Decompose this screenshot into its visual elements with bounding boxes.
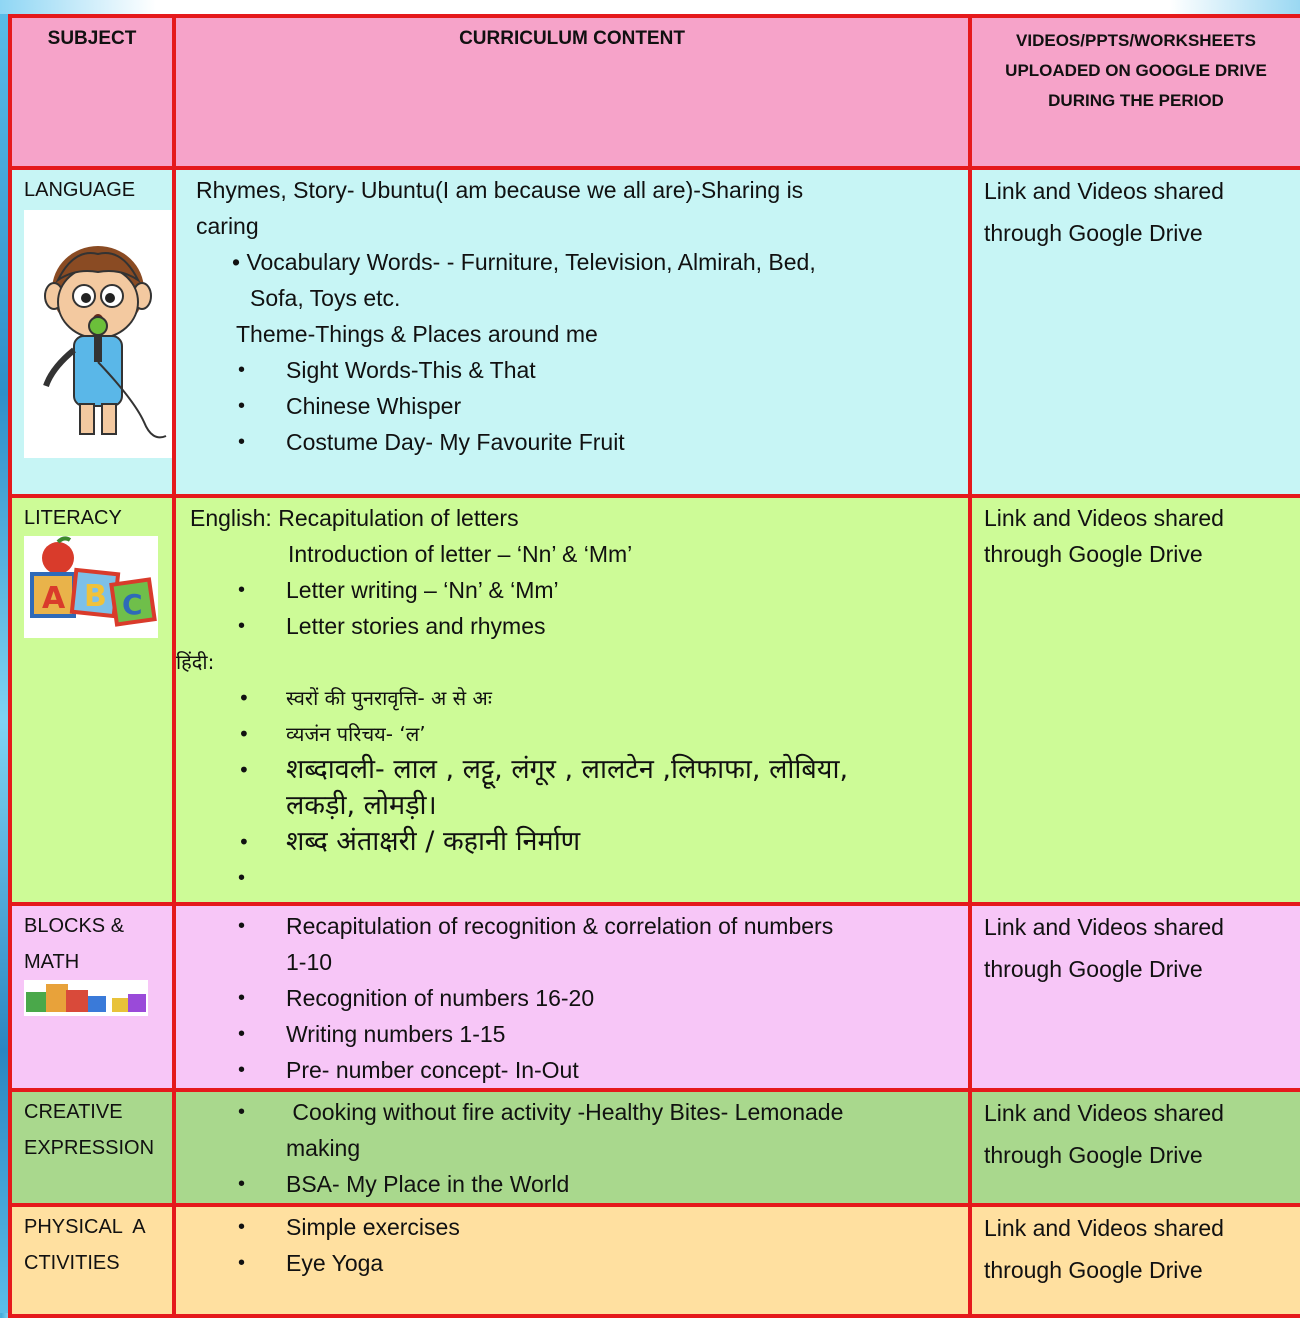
physical-list-item: • Simple exercises — [176, 1209, 968, 1245]
creative-subject-label-line-2: EXPRESSION — [24, 1137, 155, 1159]
math-content-cell — [174, 904, 970, 1090]
literacy-empty-list-item — [176, 860, 968, 896]
creative-row — [10, 1090, 1300, 1205]
svg-text:C: C — [122, 588, 143, 621]
language-list-item: • Chinese Whisper — [176, 388, 968, 424]
literacy-subject-cell — [10, 496, 174, 904]
math-row — [10, 904, 1300, 1090]
literacy-list-item: • स्वरों की पुनरावृत्ति- अ से अः — [176, 680, 968, 716]
math-line-b: 1-10 — [286, 949, 333, 975]
creative-list-item: • BSA- My Place in the World — [176, 1166, 968, 1202]
literacy-list-item: • शब्दावली- लाल , लट्टू, लंगूर , लालटेन ,लिफाफा, लोबिया, — [176, 752, 968, 788]
shared-text-line-2: through Google Drive — [984, 1142, 1203, 1168]
curriculum-content-header: CURRICULUM CONTENT — [174, 16, 970, 168]
literacy-list-item: • शब्द अंताक्षरी / कहानी निर्माण — [176, 824, 968, 860]
subject-header: SUBJECT — [10, 16, 174, 168]
creative-list-item: • Cooking without fire activity -Healthy Bites- Lemonade — [176, 1094, 968, 1130]
physical-subject-label-line-2: CTIVITIES — [24, 1252, 120, 1274]
math-shared-cell — [970, 904, 1300, 1090]
literacy-list-item: • व्यजंन परिचय- ‘ल’ — [176, 716, 968, 752]
language-shared-cell — [970, 168, 1300, 496]
language-line-b: caring — [196, 213, 259, 239]
math-list-item: • Recapitulation of recognition & correlation of numbers — [176, 908, 968, 944]
creative-subject-label-line-1: CREATIVE — [24, 1101, 123, 1123]
language-line-d: Sofa, Toys etc. — [250, 285, 401, 311]
literacy-line-b: Introduction of letter – ‘Nn’ & ‘Mm’ — [288, 541, 633, 567]
literacy-line-a: English: Recapitulation of letters — [190, 505, 519, 531]
math-subject-cell — [10, 904, 174, 1090]
header-row — [10, 16, 1300, 168]
resources-header-line-1: VIDEOS/PPTS/WORKSHEETS — [1016, 31, 1256, 50]
shared-text-line-1: Link and Videos shared — [984, 914, 1224, 940]
physical-row — [10, 1205, 1300, 1316]
math-subject-label-line-2: MATH — [24, 951, 80, 973]
language-row — [10, 168, 1300, 496]
language-list-item: • Sight Words-This & That — [176, 352, 968, 388]
svg-text:B: B — [84, 579, 107, 614]
resources-header — [970, 16, 1300, 168]
language-line-e: Theme-Things & Places around me — [236, 321, 598, 347]
literacy-line-i: लकड़ी, लोमड़ी। — [286, 790, 437, 821]
physical-subject-label-line-1: PHYSICAL A — [24, 1216, 146, 1238]
svg-text:A: A — [42, 581, 66, 616]
shared-text-line-2: through Google Drive — [984, 956, 1203, 982]
shared-text-line-2: through Google Drive — [984, 1257, 1203, 1283]
language-list-item: • Costume Day- My Favourite Fruit — [176, 424, 968, 460]
math-list-item: • Pre- number concept- In-Out — [176, 1052, 968, 1088]
literacy-hindi-label: हिंदी: — [176, 650, 215, 674]
curriculum-table — [8, 14, 1300, 1318]
literacy-subject-label: LITERACY — [24, 507, 122, 529]
shared-text-line-2: through Google Drive — [984, 541, 1203, 567]
cartoon-boy-image — [24, 210, 172, 458]
creative-shared-cell — [970, 1090, 1300, 1205]
top-decorative-border — [0, 0, 1300, 14]
language-content-cell — [174, 168, 970, 496]
resources-header-line-3: DURING THE PERIOD — [1048, 91, 1224, 110]
language-line-a: Rhymes, Story- Ubuntu(I am because we all are)-Sharing is — [196, 177, 804, 203]
language-subject-label: LANGUAGE — [24, 179, 136, 201]
literacy-content-cell — [174, 496, 970, 904]
physical-content-cell — [174, 1205, 970, 1316]
math-subject-label-line-1: BLOCKS & — [24, 915, 125, 937]
math-list-item: • Recognition of numbers 16-20 — [176, 980, 968, 1016]
math-list-item: • Writing numbers 1-15 — [176, 1016, 968, 1052]
physical-list-item: • Eye Yoga — [176, 1245, 968, 1281]
shared-text-line-1: Link and Videos shared — [984, 505, 1224, 531]
literacy-shared-cell — [970, 496, 1300, 904]
creative-line-b: making — [286, 1135, 361, 1161]
shared-text-line-2: through Google Drive — [984, 220, 1203, 246]
literacy-list-item: • Letter writing – ‘Nn’ & ‘Mm’ — [176, 572, 968, 608]
shared-text-line-1: Link and Videos shared — [984, 1100, 1224, 1126]
resources-header-line-2: UPLOADED ON GOOGLE DRIVE — [1005, 61, 1267, 80]
shared-text-line-1: Link and Videos shared — [984, 178, 1224, 204]
physical-subject-cell — [10, 1205, 174, 1316]
number-blocks-image — [24, 980, 148, 1016]
language-subject-cell — [10, 168, 174, 496]
physical-shared-cell — [970, 1205, 1300, 1316]
literacy-row — [10, 496, 1300, 904]
creative-subject-cell — [10, 1090, 174, 1205]
creative-content-cell — [174, 1090, 970, 1205]
language-line-c: • Vocabulary Words- - Furniture, Television, Almirah, Bed, — [232, 249, 816, 275]
shared-text-line-1: Link and Videos shared — [984, 1215, 1224, 1241]
abc-blocks-image — [24, 536, 158, 638]
literacy-list-item: • Letter stories and rhymes — [176, 608, 968, 644]
